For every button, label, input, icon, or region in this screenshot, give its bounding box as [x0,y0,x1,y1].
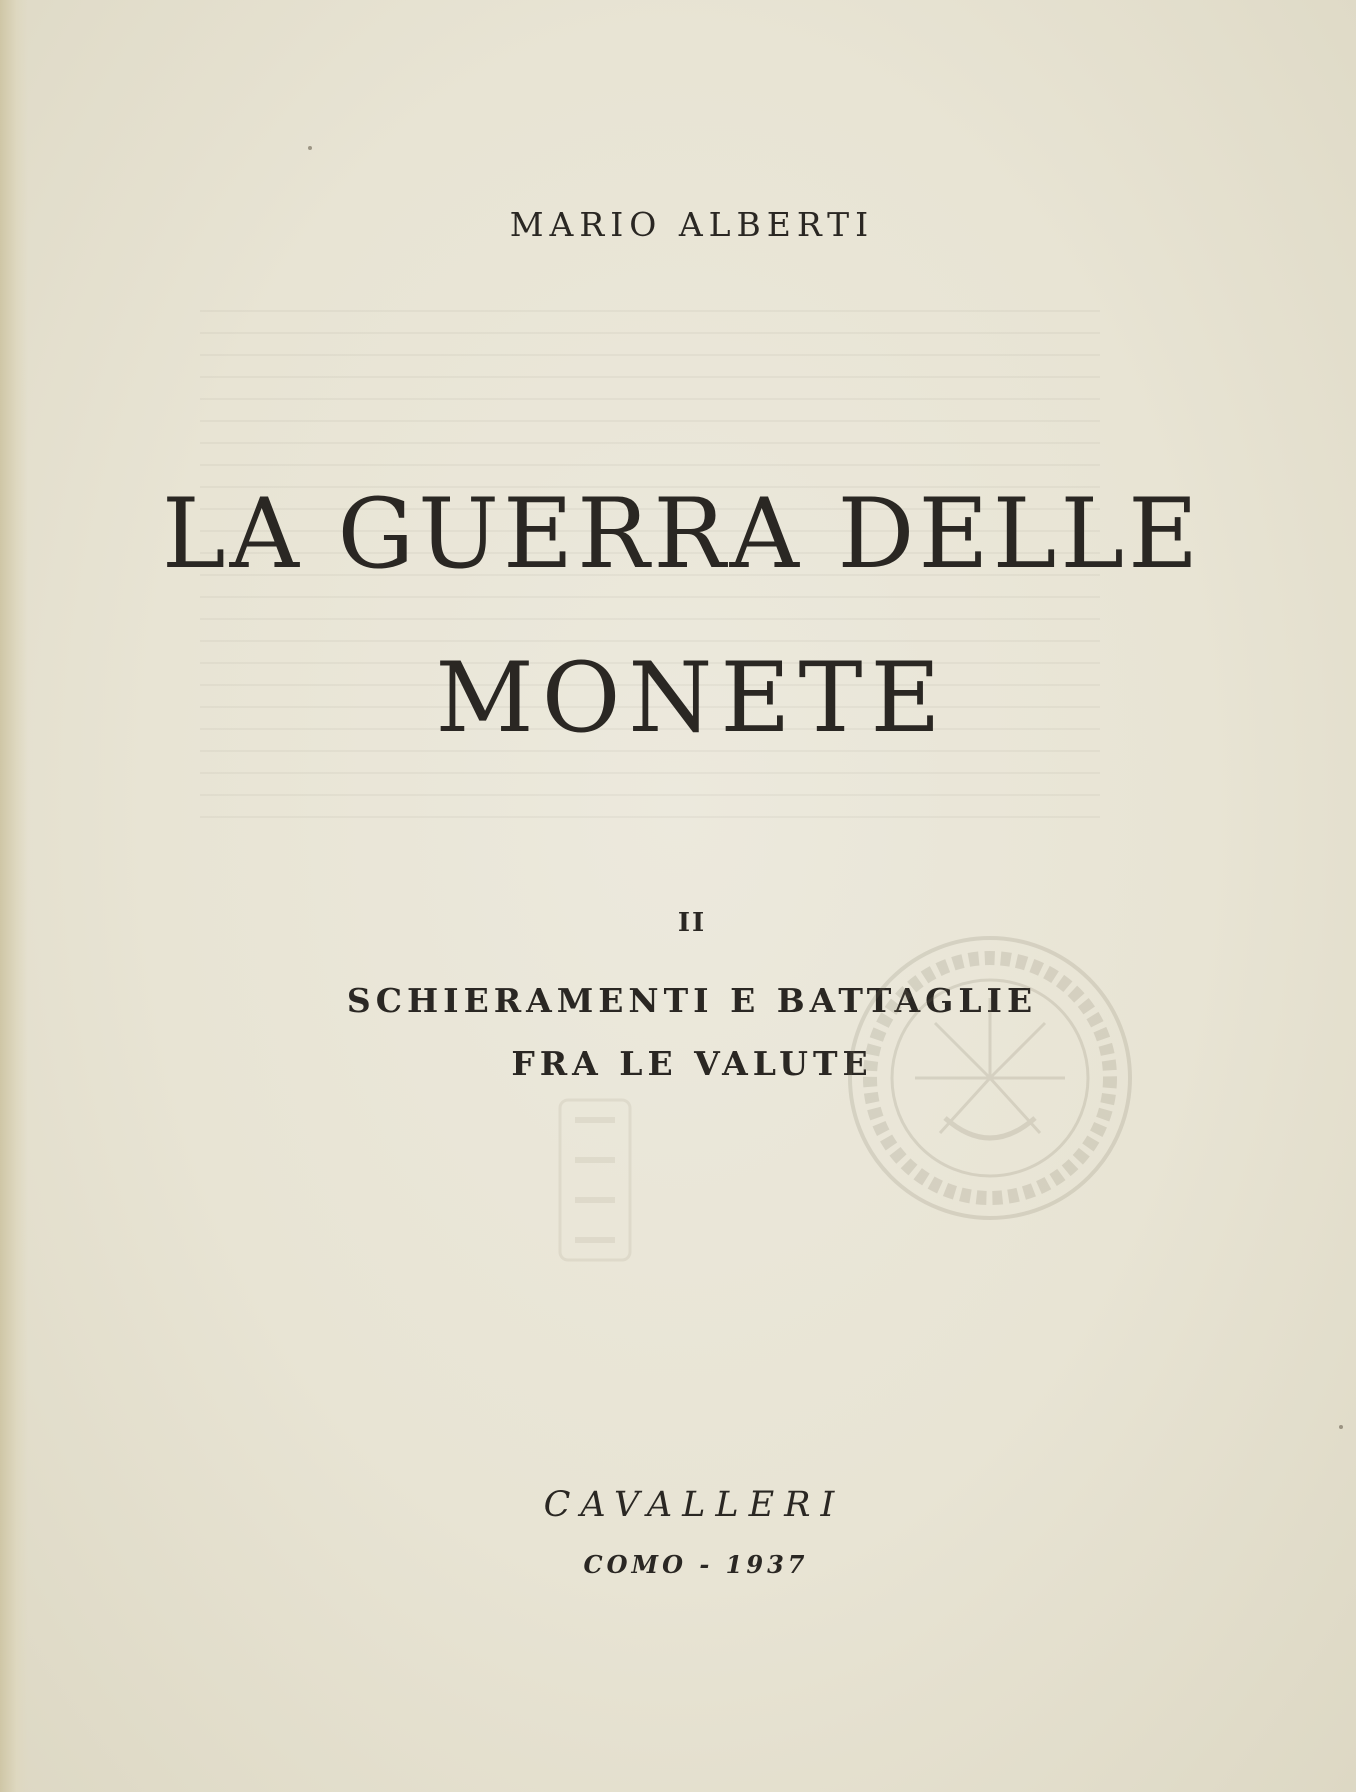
subtitle-line-1: SCHIERAMENTI E BATTAGLIE [346,981,1038,1020]
publication-place-year: COMO - 1937 [583,1550,809,1579]
subtitle-line-2: FRA LE VALUTE [511,1044,873,1083]
author-name: MARIO ALBERTI [509,205,875,244]
embossed-library-seal [840,928,1140,1228]
book-title-line-1: LA GUERRA DELLE [161,478,1203,590]
paper-speck [308,146,312,150]
embossed-number-stamp [540,1090,650,1270]
volume-number: II [677,908,707,938]
publisher-name: CAVALLERI [543,1485,845,1525]
paper-speck [1339,1425,1343,1429]
book-title-line-2: MONETE [435,642,949,754]
